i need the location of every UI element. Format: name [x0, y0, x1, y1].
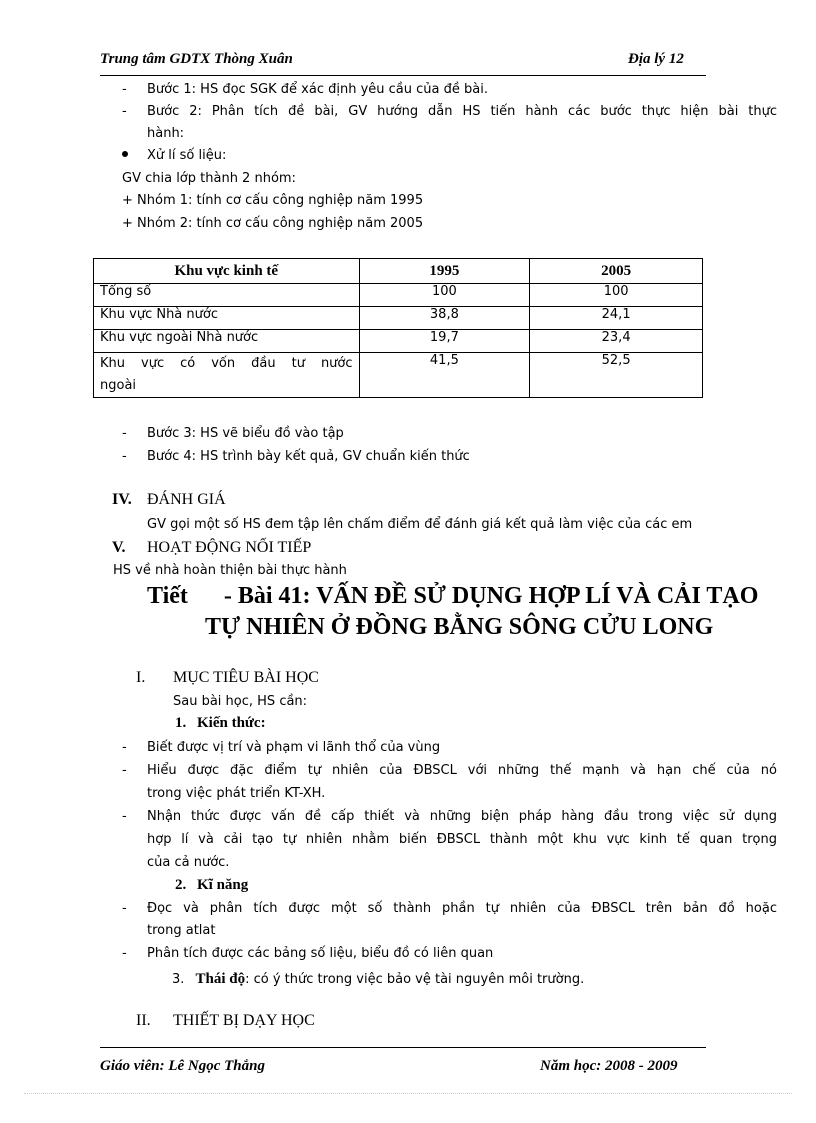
col-header: 2005 [530, 259, 703, 284]
table-cell: Tổng số [94, 284, 360, 307]
xu-li-so-lieu: Xử lí số liệu: [147, 148, 227, 163]
lesson-title-line2: TỰ NHIÊN Ở ĐỒNG BẰNG SÔNG CỬU LONG [205, 614, 714, 640]
sec1-intro: Sau bài học, HS cần: [173, 694, 308, 709]
table-cell: 41,5 [359, 353, 530, 398]
thai-do-num: 3. [172, 972, 185, 987]
header-rule [100, 75, 706, 76]
table-cell [94, 353, 360, 398]
table-cell: 23,4 [530, 330, 703, 353]
kn-item-1: - Đọc và phân tích được một số thành phần tự nhiên của ĐBSCL trên bản đồ hoặc [147, 901, 777, 916]
footer-left: Giáo viên: Lê Ngọc Thắng [100, 1058, 265, 1074]
table-row [94, 307, 703, 330]
kien-thuc-title: Kiến thức: [197, 715, 266, 731]
table-cell-line: ngoài [100, 378, 137, 393]
kt-item-1: - Biết được vị trí và phạm vi lãnh thổ của vùng [147, 740, 440, 755]
data-table [93, 258, 703, 398]
table-cell: 100 [359, 284, 530, 307]
kt-item-3: - Nhận thức được vấn đề cấp thiết và những biện pháp hàng đầu trong việc sử dụng [147, 809, 777, 824]
sec5-text: HS về nhà hoàn thiện bài thực hành [113, 563, 347, 578]
kt-item-3-end: của cả nước. [147, 855, 230, 870]
step-3: - Bước 3: HS vẽ biểu đồ vào tập [147, 426, 344, 441]
step-4: - Bước 4: HS trình bày kết quả, GV chuẩn kiến thức [147, 449, 470, 464]
table-row [94, 330, 703, 353]
header-right: Địa lý 12 [628, 51, 684, 67]
table-cell: 100 [530, 284, 703, 307]
ki-nang-title: Kĩ năng [197, 877, 249, 893]
bullet-icon [122, 151, 128, 157]
table-cell: 38,8 [359, 307, 530, 330]
table-cell: 52,5 [530, 353, 703, 398]
kn-item-1-cont: trong atlat [147, 923, 216, 938]
sec2-num: II. [136, 1012, 151, 1029]
sec2-title: THIẾT BỊ DẠY HỌC [173, 1012, 315, 1029]
sec4-num: IV. [112, 491, 132, 508]
sec4-text: GV gọi một số HS đem tập lên chấm điểm để đánh giá kết quả làm việc của các em [147, 517, 693, 532]
footer-right: Năm học: 2008 - 2009 [540, 1058, 678, 1074]
sec5-num: V. [112, 539, 126, 556]
sec4-title: ĐÁNH GIÁ [147, 491, 226, 508]
thai-do-text: : có ý thức trong việc bảo vệ tài nguyên môi trường. [245, 972, 585, 987]
thai-do-title: Thái độ [195, 971, 246, 987]
kien-thuc-num: 1. [175, 715, 187, 731]
table-row [94, 353, 703, 398]
page-edge-divider [24, 1093, 792, 1094]
lesson-title-line1: Tiết - Bài 41: VẤN ĐỀ SỬ DỤNG HỢP LÍ VÀ CẢI TẠO [147, 583, 759, 609]
table-cell-line: Khu vực có vốn đầu tư nước [100, 356, 353, 371]
chia-nhom: GV chia lớp thành 2 nhóm: [122, 171, 296, 186]
kt-item-2-cont: trong việc phát triển KT-XH. [147, 786, 326, 801]
nhom-1: + Nhóm 1: tính cơ cấu công nghiệp năm 1995 [122, 193, 424, 208]
table-cell: Khu vực Nhà nước [94, 307, 360, 330]
kn-item-2: - Phân tích được các bảng số liệu, biểu đồ có liên quan [147, 946, 493, 961]
footer-rule [100, 1047, 706, 1048]
col-header: 1995 [359, 259, 530, 284]
table-header-row [94, 259, 703, 284]
step-1: - Bước 1: HS đọc SGK để xác định yêu cầu của đề bài. [147, 82, 488, 97]
table-row [94, 284, 703, 307]
kt-item-3-cont: hợp lí và cải tạo tự nhiên nhằm biến ĐBSCL thành một khu vực kinh tế quan trọng [147, 832, 777, 847]
step-2-cont: hành: [147, 126, 185, 141]
header-left: Trung tâm GDTX Thòng Xuân [100, 51, 293, 67]
sec5-title: HOẠT ĐỘNG NỐI TIẾP [147, 539, 312, 556]
step-2: - Bước 2: Phân tích đề bài, GV hướng dẫn HS tiến hành các bước thực hiện bài thực [147, 104, 777, 119]
table-cell: 24,1 [530, 307, 703, 330]
col-header: Khu vực kinh tế [94, 259, 360, 284]
sec1-num: I. [136, 669, 146, 686]
nhom-2: + Nhóm 2: tính cơ cấu công nghiệp năm 2005 [122, 216, 424, 231]
table-cell: Khu vực ngoài Nhà nước [94, 330, 360, 353]
kt-item-2: - Hiểu được đặc điểm tự nhiên của ĐBSCL với những thế mạnh và hạn chế của nó [147, 763, 777, 778]
ki-nang-num: 2. [175, 877, 187, 893]
table-cell: 19,7 [359, 330, 530, 353]
thai-do [172, 968, 584, 988]
sec1-title: MỤC TIÊU BÀI HỌC [173, 669, 319, 686]
